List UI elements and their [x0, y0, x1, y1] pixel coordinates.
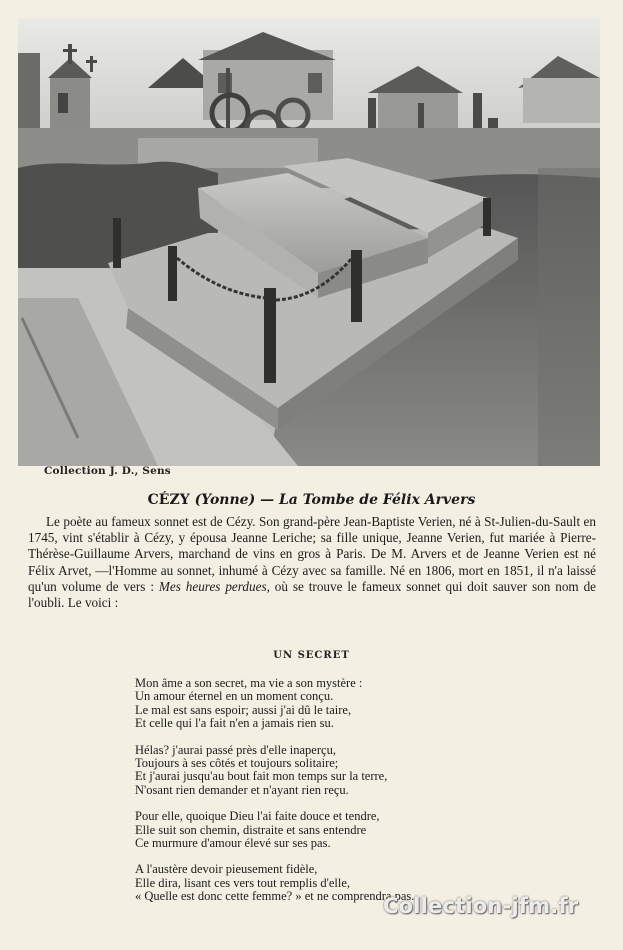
- title-place: CÉZY: [147, 492, 190, 508]
- intro-paragraph: [28, 514, 596, 611]
- intro-text-after: où se trouve le fameux sonnet qui doit sauver son nom de l'oubli. Le voici :: [28, 578, 597, 611]
- tomb-photo-illustration: [18, 18, 600, 466]
- poem-line: « Quelle est donc cette femme? » et ne comprendra pas.: [135, 889, 415, 904]
- cemetery-photo: [18, 18, 600, 466]
- postcard-title: [0, 492, 623, 508]
- poem-line: Toujours à ses côtés et toujours solitaire;: [135, 756, 339, 771]
- watermark: Collection-jfm.fr: [383, 894, 579, 918]
- poem-line: Mon âme a son secret, ma vie a son mystère :: [135, 676, 363, 690]
- poem-line: Elle suit son chemin, distraite et sans entendre: [135, 822, 367, 837]
- poem-line: N'osant rien demander et n'ayant rien reçu.: [135, 782, 349, 797]
- poem-stanza-2: [135, 744, 595, 798]
- poem-stanza-1: [135, 677, 595, 731]
- poem-stanza-3: [135, 810, 595, 850]
- title-region: (Yonne): [194, 492, 256, 508]
- poem-title: UN SECRET: [273, 650, 350, 661]
- poem-line: Elle dira, lisant ces vers tout remplis d'elle,: [135, 875, 351, 890]
- poem-line: Hélas? j'aurai passé près d'elle inaperçu,: [135, 742, 336, 757]
- poem-line: Le mal est sans espoir; aussi j'ai dû le taire,: [135, 702, 352, 717]
- poem-line: Pour elle, quoique Dieu l'ai faite douce et tendre,: [135, 809, 380, 824]
- poem-body: [135, 677, 595, 917]
- poem-line: A l'austère devoir pieusement fidèle,: [135, 862, 318, 877]
- poem-line: Et celle qui l'a fait n'en a jamais rien su.: [135, 716, 334, 731]
- collection-credit: Collection J. D., Sens: [44, 465, 171, 477]
- title-subject: — La Tombe de Félix Arvers: [260, 492, 476, 508]
- poem-line: Un amour éternel en un moment conçu.: [135, 689, 334, 704]
- poem-line: Ce murmure d'amour élevé sur ses pas.: [135, 836, 331, 851]
- intro-text-before: Le poète au fameux sonnet est de Cézy. Son grand-père Jean-Baptiste Verien, né à St-Julien-du-Sault en 1745, vint s'établir à Cézy, y épousa Jeanne Leriche; sa fille unique, Jeanne Verien, fut mariée à Pierre-Thérèse-Guillaume Arvers, marchand de vins en gros à Paris. De M. Arvers et de Jeanne Verien est né Félix Arvet, —l'Homme au sonnet, inhumé à Cézy avec sa famille. Né en 1806, mort en 1851, il n'a laissé qu'un volume de vers :: [28, 514, 596, 594]
- intro-book-title: Mes heures perdues,: [158, 578, 270, 594]
- poem-line: Et j'aurai jusqu'au bout fait mon temps sur la terre,: [135, 769, 388, 784]
